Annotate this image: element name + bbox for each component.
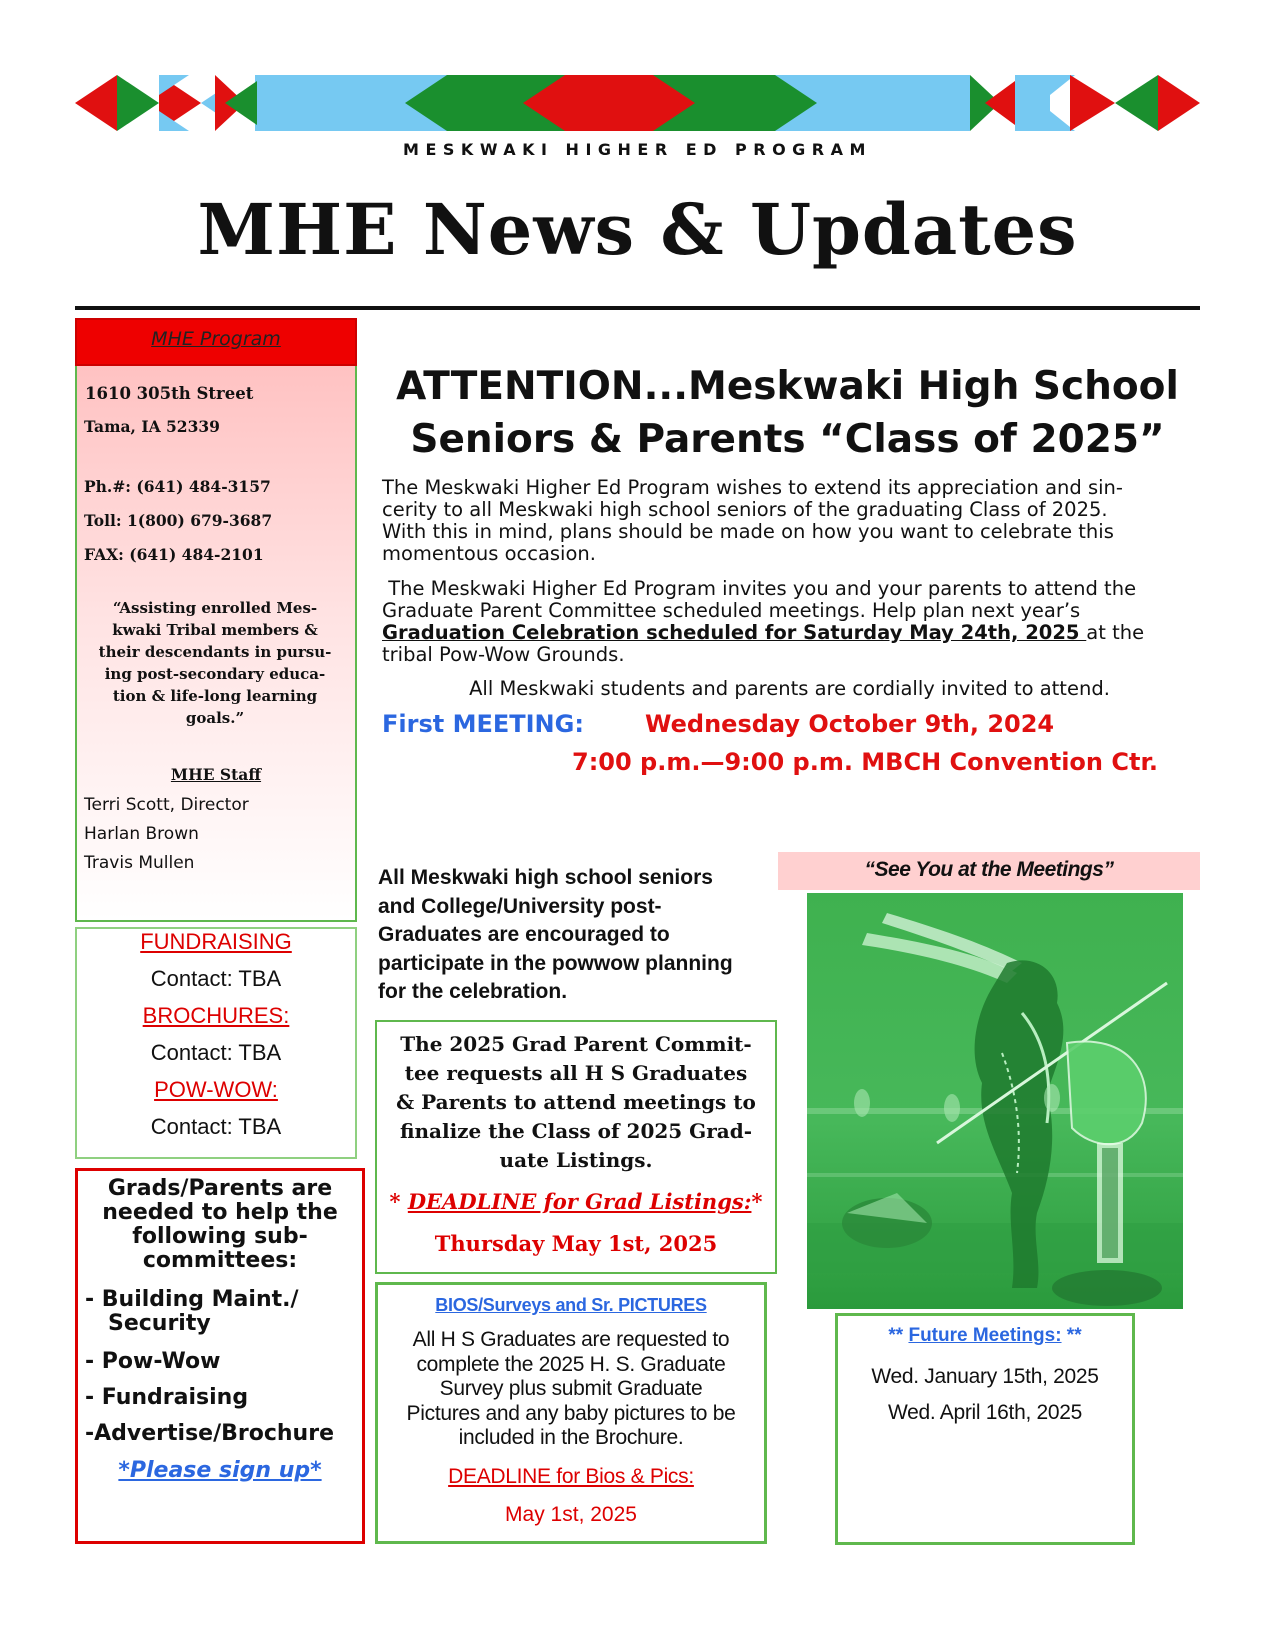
seniors-line: for the celebration.: [378, 980, 568, 1003]
paragraph-line: tribal Pow-Wow Grounds.: [382, 643, 625, 666]
bios-deadline-label: DEADLINE for Bios & Pics:: [448, 1465, 694, 1488]
mission-line: tion & life-long learning: [112, 687, 318, 705]
grad-parent-line: The 2025 Grad Parent Commit-: [400, 1032, 752, 1056]
paragraph-line: momentous occasion.: [382, 542, 596, 565]
program-name: MESKWAKI HIGHER ED PROGRAM: [403, 140, 872, 159]
seniors-line: Graduates are encouraged to: [378, 923, 670, 946]
bios-deadline-date: May 1st, 2025: [505, 1503, 637, 1526]
seniors-line: participate in the powwow planning: [378, 951, 733, 975]
brochures-label: BROCHURES:: [142, 1003, 290, 1028]
paragraph-line: The Meskwaki Higher Ed Program invites you and your parents to attend the: [382, 577, 1137, 600]
first-meeting-time: 7:00 p.m.—9:00 p.m. MBCH Convention Ctr.: [572, 748, 1158, 776]
paragraph-line: [382, 622, 1197, 644]
paragraph-line: The Meskwaki Higher Ed Program wishes to extend its appreciation and sin-: [382, 476, 1123, 499]
bios-pictures-text: [385, 1328, 757, 1451]
seniors-line: and College/University post-: [378, 894, 662, 918]
mission-line: kwaki Tribal members &: [112, 621, 318, 639]
staff-member: Travis Mullen: [84, 853, 195, 873]
brochures-contact: Contact: TBA: [150, 1040, 282, 1065]
grad-parent-line: & Parents to attend meetings to: [396, 1090, 756, 1114]
staff-member: Harlan Brown: [84, 824, 199, 844]
fax-number: FAX: (641) 484-2101: [84, 545, 264, 564]
subcommittee-heading: [80, 1177, 360, 1273]
first-meeting-label: First MEETING:: [382, 710, 584, 738]
mission-line: their descendants in pursu-: [98, 643, 332, 661]
attention-headline-line: ATTENTION...Meskwaki High School: [396, 364, 1179, 409]
bios-pictures-heading: BIOS/Surveys and Sr. PICTURES: [435, 1295, 707, 1315]
subcommittee-item: - Pow-Wow: [85, 1349, 221, 1374]
program-info-title: MHE Program: [151, 328, 281, 350]
paragraph-line: With this in mind, plans should be made on how you want to celebrate this: [382, 520, 1114, 543]
asterisks: **: [1061, 1325, 1082, 1346]
staff-heading: MHE Staff: [170, 765, 262, 784]
program-info-header: [75, 318, 357, 366]
see-you-banner: [778, 852, 1200, 890]
toll-free-number: Toll: 1(800) 679-3687: [84, 511, 273, 530]
future-meetings-heading: [835, 1325, 1135, 1347]
attention-headline: [375, 360, 1200, 466]
grad-parent-line: uate Listings.: [499, 1148, 653, 1172]
sign-up-link[interactable]: *Please sign up*: [118, 1458, 322, 1483]
grad-parent-line: finalize the Class of 2025 Grad-: [399, 1119, 753, 1143]
grad-parent-committee-text: [380, 1030, 772, 1175]
address-line-1: 1610 305th Street: [85, 384, 254, 403]
grad-listings-deadline-date: Thursday May 1st, 2025: [434, 1231, 718, 1256]
mission-line: “Assisting enrolled Mes-: [112, 599, 318, 617]
invitation-note: All Meskwaki students and parents are cordially invited to attend.: [469, 677, 1110, 700]
subcommittee-item: - Building Maint./: [85, 1287, 299, 1312]
future-meeting-date: Wed. January 15th, 2025: [871, 1365, 1099, 1388]
mission-line: goals.”: [185, 709, 245, 727]
pow-wow-contact: Contact: TBA: [150, 1114, 282, 1139]
bios-line: All H S Graduates are requested to: [412, 1328, 730, 1351]
decorative-banner: [75, 75, 1200, 131]
paragraph-line: cerity to all Meskwaki high school seniors of the graduating Class of 2025.: [382, 498, 1108, 521]
first-meeting-date: Wednesday October 9th, 2024: [645, 710, 1055, 738]
dancer-artwork-image: [807, 893, 1183, 1309]
asterisk: *: [751, 1189, 763, 1214]
grad-parent-line: tee requests all H S Graduates: [404, 1061, 748, 1085]
bios-line: Pictures and any baby pictures to be: [406, 1401, 736, 1425]
fundraising-label: FUNDRAISING: [140, 929, 292, 954]
asterisk: *: [389, 1189, 408, 1214]
subcommittee-heading-line: Grads/Parents are: [107, 1176, 333, 1201]
title-divider: [75, 306, 1200, 310]
paragraph-line: Graduate Parent Committee scheduled meetings. Help plan next year’s: [382, 599, 1081, 622]
invitation-paragraph: [382, 578, 1197, 666]
bios-line: included in the Brochure.: [458, 1426, 684, 1449]
appreciation-paragraph: [382, 477, 1197, 565]
mission-statement: [84, 597, 346, 729]
see-you-text: “See You at the Meetings”: [864, 858, 1114, 881]
seniors-encouragement: [378, 864, 778, 1007]
address-line-2: Tama, IA 52339: [84, 417, 220, 436]
future-meeting-date: Wed. April 16th, 2025: [887, 1401, 1083, 1424]
attention-headline-line: Seniors & Parents “Class of 2025”: [410, 417, 1165, 462]
paragraph-text: at the: [1086, 621, 1145, 644]
grad-listings-deadline: [380, 1189, 772, 1214]
fundraising-contact: Contact: TBA: [150, 966, 282, 991]
subcommittee-item: Security: [85, 1311, 211, 1336]
bios-line: Survey plus submit Graduate: [439, 1377, 703, 1400]
graduation-celebration-link[interactable]: Graduation Celebration scheduled for Saturday May 24th, 2025: [382, 621, 1087, 644]
grad-listings-deadline-label: DEADLINE for Grad Listings:: [407, 1189, 752, 1214]
subcommittee-heading-line: needed to help the: [102, 1200, 338, 1225]
subcommittee-item: -Advertise/Brochure: [85, 1421, 334, 1446]
newsletter-title: MHE News & Updates: [197, 188, 1078, 271]
subcommittee-heading-line: committees:: [142, 1248, 298, 1273]
subcommittee-heading-line: following sub-: [132, 1224, 308, 1249]
bios-line: complete the 2025 H. S. Graduate: [416, 1352, 726, 1376]
mission-line: ing post-secondary educa-: [104, 665, 326, 683]
staff-member: Terri Scott, Director: [84, 795, 249, 815]
seniors-line: All Meskwaki high school seniors: [378, 866, 713, 889]
phone-number: Ph.#: (641) 484-3157: [84, 477, 271, 496]
asterisks: **: [888, 1325, 909, 1346]
subcommittee-item: - Fundraising: [85, 1385, 249, 1410]
future-meetings-label: Future Meetings:: [908, 1325, 1062, 1346]
future-meetings-box: [835, 1313, 1135, 1545]
pow-wow-label: POW-WOW:: [154, 1077, 278, 1102]
